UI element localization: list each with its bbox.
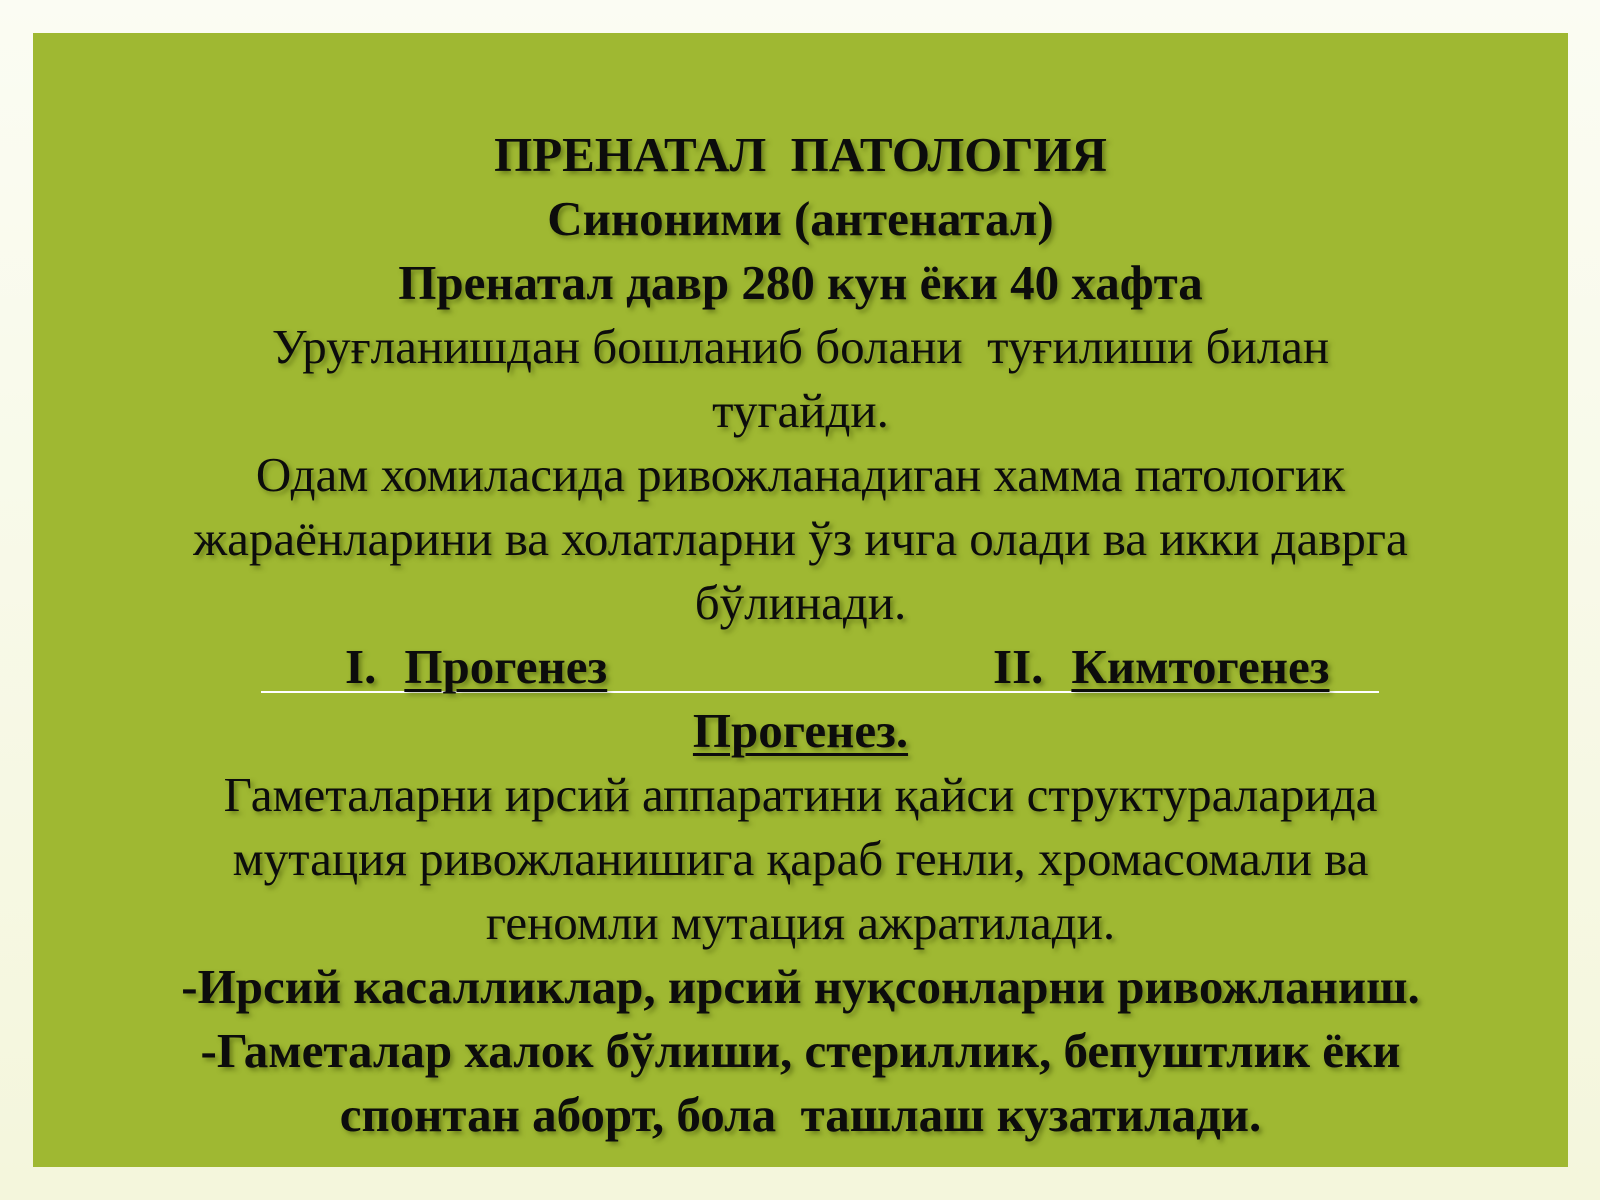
slide-panel <box>33 33 1568 1167</box>
slide-text <box>33 123 1568 1147</box>
consequence-line: -Ирсий касалликлар, ирсий нуқсонларни ривожланиш. <box>181 959 1420 1014</box>
progenesis-line: мутация ривожланишига қараб генли, хромасомали ва <box>232 831 1369 886</box>
definition-line: тугайди. <box>712 383 889 438</box>
period-name: Прогенез <box>404 639 608 694</box>
consequence-line: -Гаметалар халок бўлиши, стериллик, бепуштлик ёки <box>200 1023 1401 1078</box>
scope-line: жараёнларини ва холатларни ўз ичга олади ва икки даврга <box>193 511 1408 566</box>
consequence-line: спонтан аборт, бола ташлаш кузатилади. <box>339 1087 1262 1142</box>
period-progenesis <box>345 635 607 699</box>
period-number: I. <box>345 639 377 694</box>
scope-line: Одам хомиласида ривожланадиган хамма патологик <box>255 447 1346 502</box>
period-name: Кимтогенез <box>1071 639 1330 694</box>
slide-title: ПРЕНАТАЛ ПАТОЛОГИЯ <box>494 127 1107 182</box>
definition-line: Уруғланишдан бошланиб болани туғилиши билан <box>271 319 1330 374</box>
duration-line: Пренатал давр 280 кун ёки 40 хафта <box>398 255 1203 310</box>
periods-row <box>33 635 1568 699</box>
progenesis-line: Гаметаларни ирсий аппаратини қайси структураларида <box>223 767 1378 822</box>
period-number: II. <box>993 639 1044 694</box>
synonym-line: Синоними (антенатал) <box>547 191 1054 246</box>
scope-line: бўлинади. <box>694 575 907 630</box>
period-kimtogenesis <box>993 635 1329 699</box>
progenesis-heading: Прогенез. <box>692 703 909 758</box>
progenesis-line: геномли мутация ажратилади. <box>485 895 1116 950</box>
